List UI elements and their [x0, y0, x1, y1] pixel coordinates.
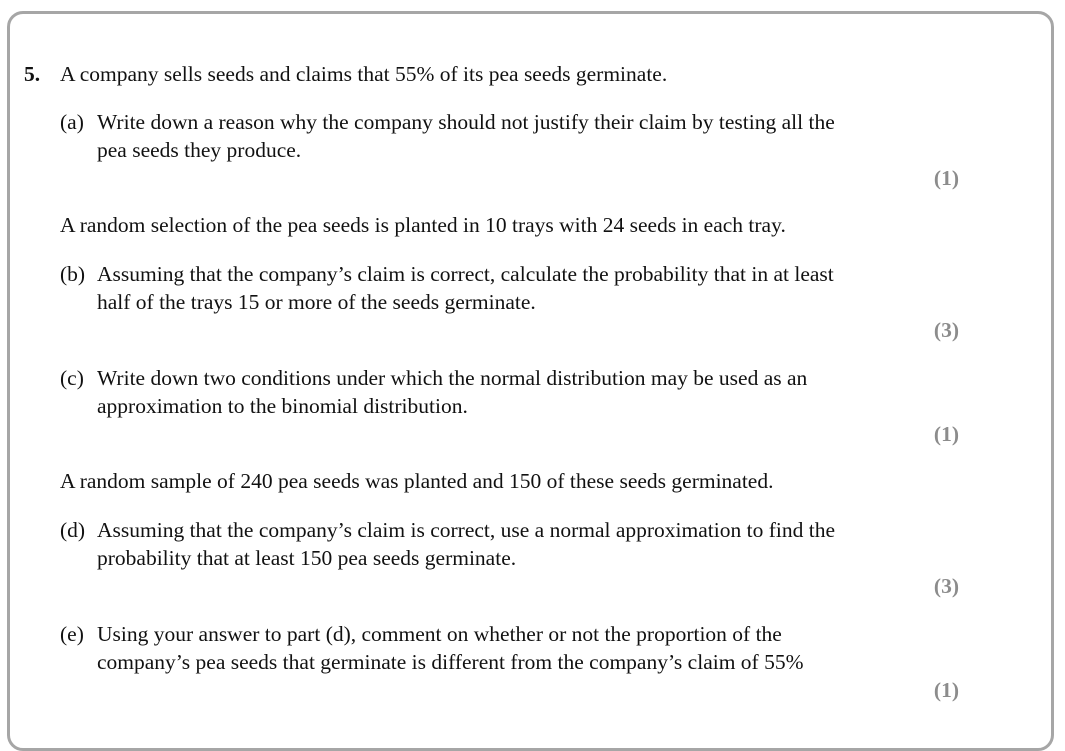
context-b: A random selection of the pea seeds is planted in 10 trays with 24 seeds in each tray. [60, 213, 786, 237]
part-d-text-line1: Assuming that the company’s claim is correct, use a normal approximation to find the [97, 518, 835, 542]
context-d: A random sample of 240 pea seeds was planted and 150 of these seeds germinated. [60, 469, 774, 493]
part-b-marks: (3) [933, 318, 959, 342]
part-a-text-line1: Write down a reason why the company should not justify their claim by testing all the [97, 110, 835, 134]
part-c-label: (c) [60, 366, 84, 390]
part-a-text-line2: pea seeds they produce. [97, 138, 302, 162]
part-e-text-line2: company’s pea seeds that germinate is different from the company’s claim of 55% [97, 650, 804, 674]
part-d-marks: (3) [933, 574, 959, 598]
part-c-marks: (1) [933, 422, 959, 446]
part-b-label: (b) [60, 262, 86, 286]
part-b-text-line1: Assuming that the company’s claim is correct, calculate the probability that in at least [97, 262, 834, 286]
part-e-marks: (1) [933, 678, 959, 702]
part-b-text-line2: half of the trays 15 or more of the seeds germinate. [97, 290, 536, 314]
question-intro: A company sells seeds and claims that 55% of its pea seeds germinate. [60, 62, 668, 86]
part-d-text-line2: probability that at least 150 pea seeds germinate. [97, 546, 517, 570]
question-number: 5. [24, 62, 41, 86]
part-e-text-line1: Using your answer to part (d), comment on whether or not the proportion of the [97, 622, 782, 646]
part-a-marks: (1) [933, 166, 959, 190]
part-e-label: (e) [60, 622, 84, 646]
part-d-label: (d) [60, 518, 86, 542]
part-c-text-line1: Write down two conditions under which the normal distribution may be used as an [97, 366, 808, 390]
part-c-text-line2: approximation to the binomial distribution. [97, 394, 468, 418]
part-a-label: (a) [60, 110, 84, 134]
